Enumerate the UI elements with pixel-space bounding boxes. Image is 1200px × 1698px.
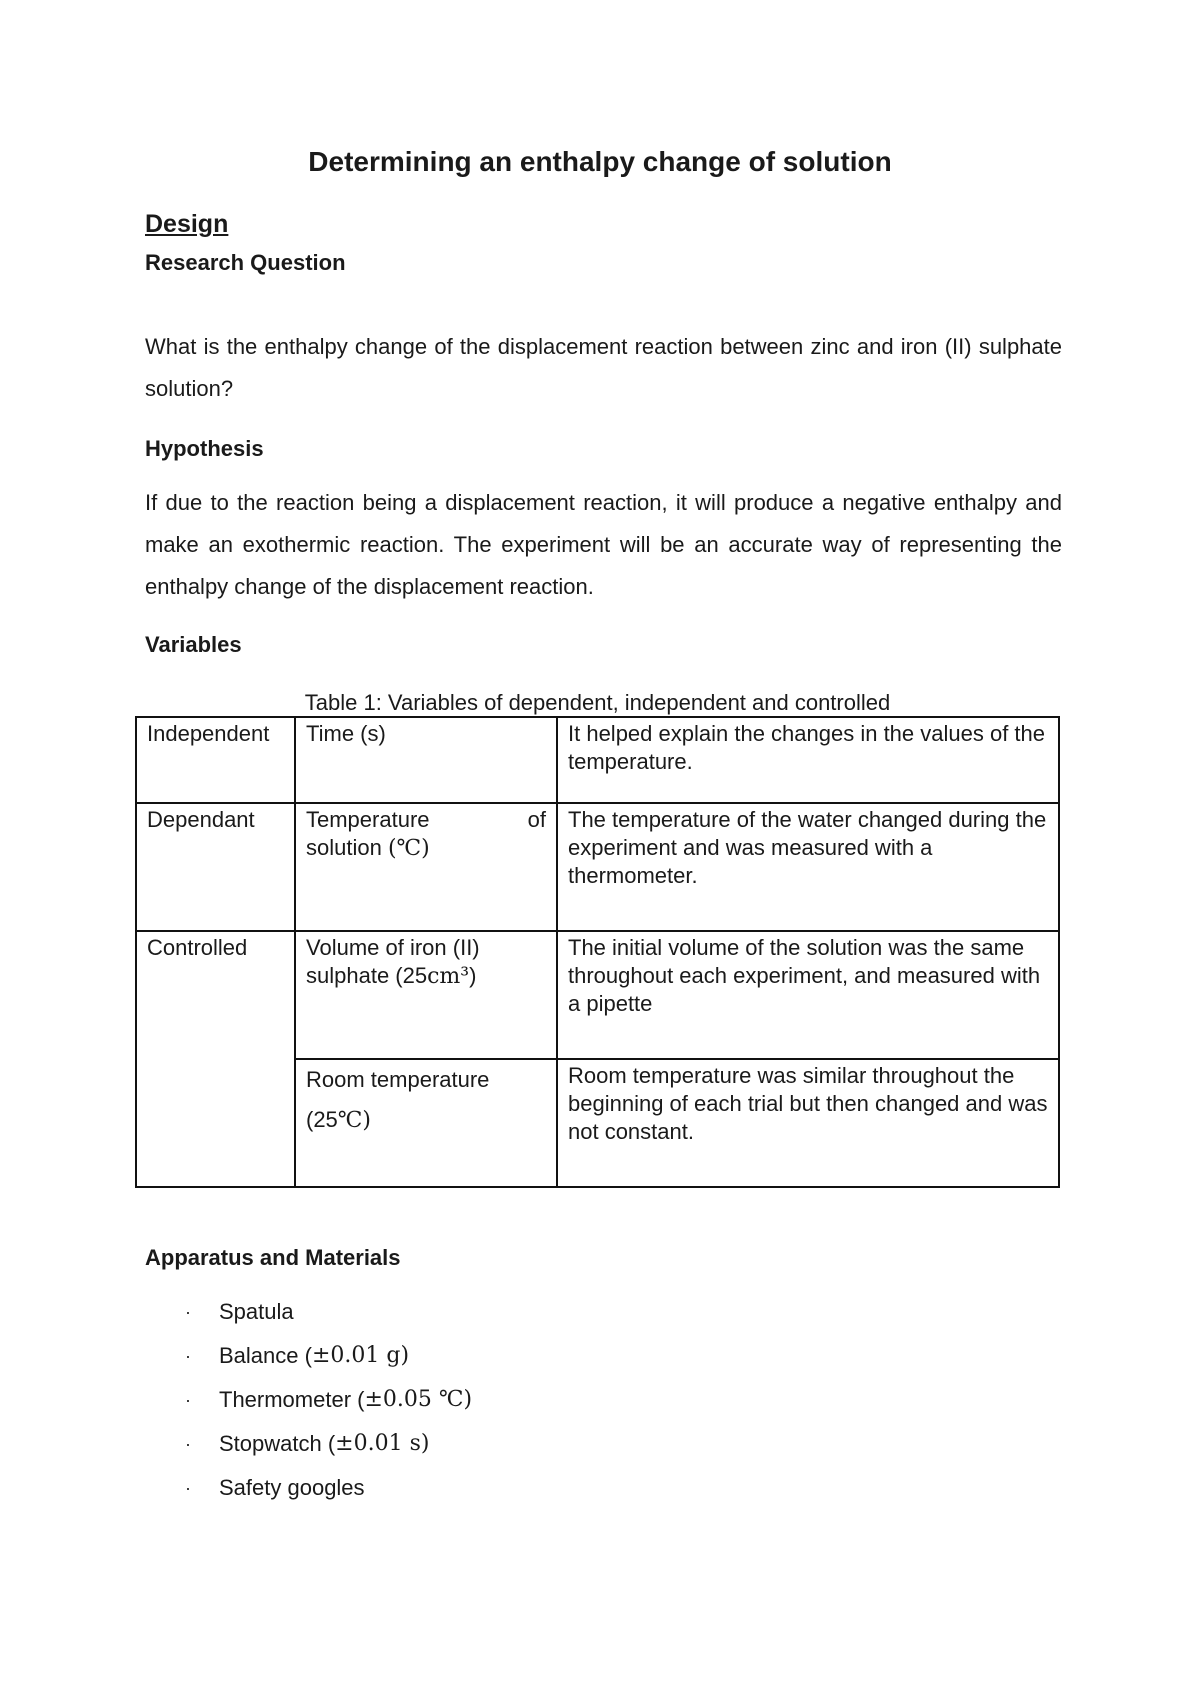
- list-item: [185, 1474, 472, 1518]
- variable-description-cell: The temperature of the water changed during the experiment and was measured with a thermometer.: [557, 803, 1059, 931]
- item-label: Balance (: [219, 1343, 312, 1368]
- variable-name-part: Volume of iron (II) sulphate (25: [306, 935, 480, 988]
- variable-name-part: of: [527, 807, 546, 832]
- table-row: [136, 803, 1059, 931]
- hypothesis-text: If due to the reaction being a displacement reaction, it will produce a negative enthalpy and make an exothermic reaction. The experiment will be an accurate way of representing the enthalpy change of the displacement reaction.: [145, 490, 1062, 599]
- table-caption: Table 1: Variables of dependent, independent and controlled: [304, 690, 891, 715]
- variables-heading: Variables: [145, 632, 242, 657]
- variable-description-cell: The initial volume of the solution was the same throughout each experiment, and measured with a pipette: [557, 931, 1059, 1059]
- list-item: [185, 1342, 472, 1386]
- item-label: Stopwatch (: [219, 1431, 336, 1456]
- variable-name-part: Temperature: [306, 807, 430, 832]
- bullet-icon: ·: [185, 1390, 191, 1410]
- variable-description-cell: Room temperature was similar throughout the beginning of each trial but then changed and was not constant.: [557, 1059, 1059, 1187]
- variable-name-part: ): [469, 963, 477, 988]
- research-question-text: What is the enthalpy change of the displacement reaction between zinc and iron (II) sulphate solution?: [145, 334, 1062, 401]
- variable-name-part: solution: [306, 835, 382, 860]
- research-question-heading: Research Question: [145, 250, 346, 275]
- item-uncertainty: ±0.01 s): [335, 1431, 430, 1456]
- item-uncertainty: ±0.01 g): [311, 1343, 410, 1368]
- document-title: Determining an enthalpy change of solution: [308, 146, 892, 177]
- item-uncertainty: ±0.05 ℃): [364, 1387, 473, 1412]
- variable-name-part: Room temperature: [306, 1067, 490, 1092]
- variable-unit: (℃): [387, 836, 430, 861]
- bullet-icon: ·: [185, 1302, 191, 1322]
- list-item: [185, 1430, 472, 1474]
- apparatus-list: [185, 1298, 472, 1518]
- variable-type-cell: Dependant: [136, 803, 295, 931]
- variable-name-part: (25: [306, 1107, 338, 1132]
- bullet-icon: ·: [185, 1478, 191, 1498]
- variable-type-cell: Controlled: [136, 931, 295, 1187]
- table-row: [136, 717, 1059, 803]
- variable-name-cell: [295, 803, 557, 931]
- variable-unit: cm³: [427, 964, 470, 989]
- table-row: [136, 931, 1059, 1059]
- list-item: [185, 1298, 472, 1342]
- variable-name-cell: [295, 1059, 557, 1187]
- design-heading: Design: [145, 210, 229, 238]
- variable-name-cell: [295, 931, 557, 1059]
- hypothesis-heading: Hypothesis: [145, 436, 264, 461]
- item-label: Spatula: [219, 1299, 294, 1324]
- variables-table: [135, 716, 1060, 1188]
- item-label: Safety googles: [219, 1475, 365, 1500]
- variable-name-cell: Time (s): [295, 717, 557, 803]
- variable-type-cell: Independent: [136, 717, 295, 803]
- list-item: [185, 1386, 472, 1430]
- variable-description-cell: It helped explain the changes in the values of the temperature.: [557, 717, 1059, 803]
- bullet-icon: ·: [185, 1434, 191, 1454]
- item-label: Thermometer (: [219, 1387, 365, 1412]
- variable-unit: ℃): [337, 1108, 371, 1133]
- bullet-icon: ·: [185, 1346, 191, 1366]
- apparatus-heading: Apparatus and Materials: [145, 1245, 401, 1270]
